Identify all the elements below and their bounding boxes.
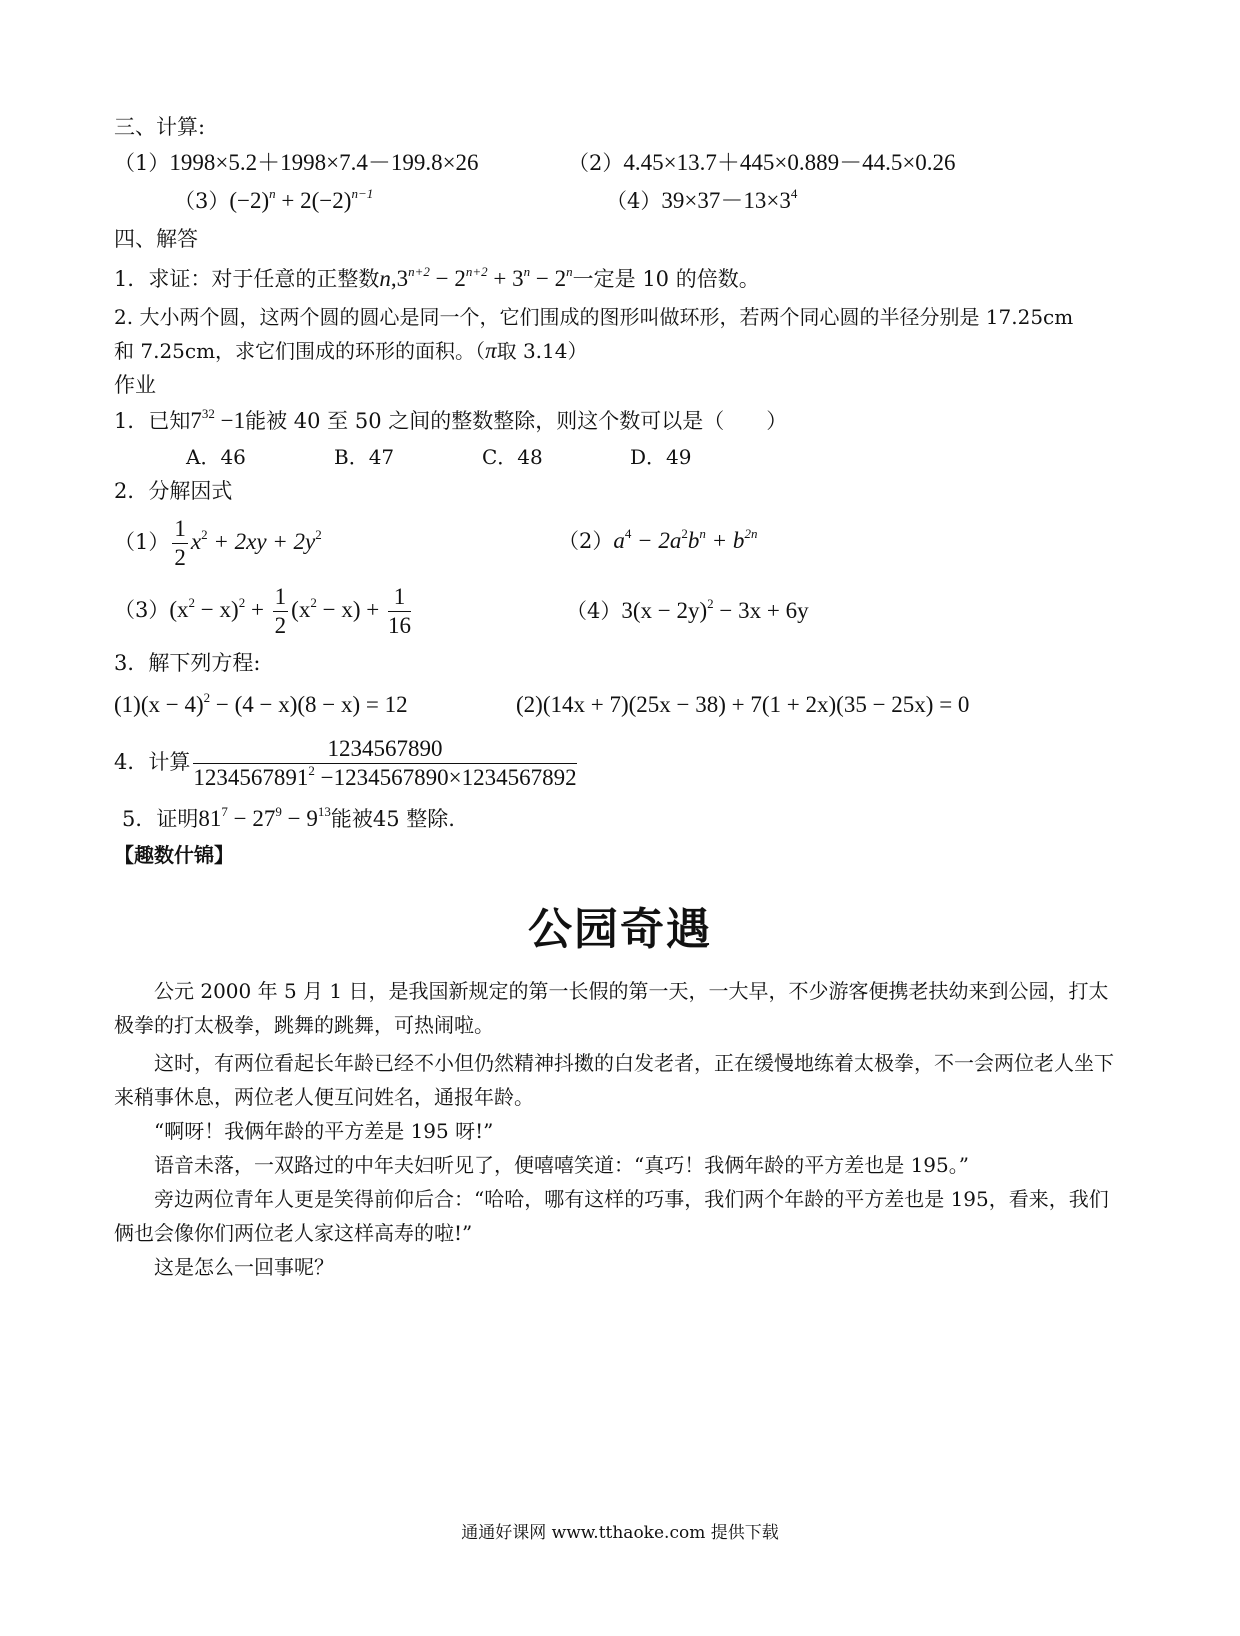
hw-factor-2-c: b xyxy=(687,528,700,553)
solve-q1-term-3: + 3 xyxy=(487,266,524,291)
hw-equation-1-label: (1) xyxy=(114,692,141,717)
hw-equation-2 xyxy=(516,690,969,720)
hw-factor-3-plus: + xyxy=(245,597,270,622)
hw-q1-minus-one: −1 xyxy=(214,408,246,433)
calc-problem-3-exp-1: n xyxy=(269,186,276,201)
hw-factor-3-den-1: 2 xyxy=(274,613,287,638)
solve-q1-exp-3: n xyxy=(523,264,531,279)
calc-problem-4 xyxy=(606,186,797,216)
hw-factor-3-label: （3） xyxy=(114,598,170,622)
hw-q1-option-a: A．46 xyxy=(186,445,246,469)
homework-question-1 xyxy=(114,406,787,436)
hw-factor-2-label: （2） xyxy=(558,529,614,553)
solve-question-2-line-2 xyxy=(114,336,587,366)
hw-question-5 xyxy=(122,804,455,834)
hw-q1-prefix: 1．已知 xyxy=(114,409,191,433)
hw-factor-2 xyxy=(558,526,757,556)
hw-q5-exp-1: 7 xyxy=(221,804,228,819)
solve-q1-n: n xyxy=(379,266,391,291)
hw-factor-3-exp-2: 2 xyxy=(238,595,246,610)
hw-q4-numerator: 1234567890 xyxy=(193,735,576,764)
hw-factor-3-fraction-2 xyxy=(388,583,411,640)
hw-factor-2-exp-2: 2 xyxy=(681,526,688,541)
solve-q2-text-b: 取 3.14） xyxy=(496,339,588,363)
hw-q1-option-d: D．49 xyxy=(630,445,692,469)
hw-factor-1-numerator: 1 xyxy=(172,515,188,544)
solve-question-2-line-1: 2. 大小两个圆，这两个圆的圆心是同一个，它们围成的图形叫做环形，若两个同心圆的半径分别是 17.25cm xyxy=(114,305,1074,329)
story-paragraph-3: “啊呀！我俩年龄的平方差是 195 呀!” xyxy=(154,1119,494,1143)
solve-q1-exp-2: n+2 xyxy=(465,264,488,279)
hw-factor-2-a: a xyxy=(613,528,625,553)
hw-factor-3-d: − x) + xyxy=(316,597,385,622)
hw-q5-exp-3: 13 xyxy=(317,804,331,819)
hw-factor-3-den-2: 16 xyxy=(387,613,411,638)
hw-factor-4 xyxy=(566,596,809,626)
hw-q4-den-a: 1234567891 xyxy=(193,765,309,790)
hw-factor-2-exp-4: 2n xyxy=(744,526,758,541)
calc-problem-3-part-b: + 2(−2) xyxy=(275,188,352,213)
hw-q3-heading: 3．解下列方程: xyxy=(114,651,261,675)
hw-factor-4-b: − 3x + 6y xyxy=(713,598,809,623)
hw-factor-3-fraction-1 xyxy=(273,583,289,640)
calc-problem-2-label: （2） xyxy=(568,151,624,175)
hw-q2-heading: 2．分解因式 xyxy=(114,479,233,503)
hw-equation-2-label: (2) xyxy=(516,692,543,717)
hw-factor-4-exp: 2 xyxy=(707,596,714,611)
hw-q5-suffix: 能被45 整除. xyxy=(330,807,455,831)
hw-q5-prefix: 5．证明 xyxy=(122,807,199,831)
solve-q1-suffix: 一定是 10 的倍数。 xyxy=(572,267,760,291)
hw-factor-3-exp-3: 2 xyxy=(310,595,317,610)
hw-factor-1-x: x xyxy=(190,529,202,554)
calc-problem-3-exp-2: n−1 xyxy=(351,186,374,201)
solve-q1-exp-1: n+2 xyxy=(408,264,430,279)
hw-factor-3 xyxy=(114,580,414,640)
hw-factor-2-b: − 2a xyxy=(631,528,682,553)
hw-equation-2-expr: (14x + 7)(25x − 38) + 7(1 + 2x)(35 − 25x) = 0 xyxy=(542,692,970,717)
calc-problem-4-expr: 39×37－13×3 xyxy=(661,188,791,213)
story-paragraph-1: 公元 2000 年 5 月 1 日，是我国新规定的第一长假的第一天，一大早，不少游客便携老扶幼来到公园，打太极拳的打太极拳，跳舞的跳舞，可热闹啦。 xyxy=(114,979,1109,1037)
hw-q4-den-exp: 2 xyxy=(308,763,315,778)
hw-q4-den-b: −1234567890×1234567892 xyxy=(314,765,577,790)
calc-problem-3-label: （3） xyxy=(174,189,230,213)
hw-q5-b: − 27 xyxy=(227,806,276,831)
page-footer: 通通好课网 www.tthaoke.com 提供下载 xyxy=(461,1523,779,1543)
solve-q2-pi: π xyxy=(485,338,497,363)
hw-equation-1-a: (x − 4) xyxy=(140,692,204,717)
hw-factor-1 xyxy=(114,512,322,572)
hw-factor-1-denominator: 2 xyxy=(174,545,186,570)
hw-q1-options xyxy=(186,442,778,472)
calc-problem-1 xyxy=(114,148,479,178)
hw-factor-1-rest: + 2xy + 2y xyxy=(207,529,316,554)
hw-q4-prefix: 4．计算 xyxy=(114,750,191,774)
hw-factor-4-a: 3(x − 2y) xyxy=(621,598,708,623)
solve-heading: 四、解答 xyxy=(114,227,198,251)
hw-factor-3-exp-1: 2 xyxy=(188,595,196,610)
hw-factor-2-exp-3: n xyxy=(699,526,706,541)
solve-q1-exp-4: n xyxy=(566,264,573,279)
story-paragraph-2: 这时，有两位看起长年龄已经不小但仍然精神抖擞的白发老者，正在缓慢地练着太极拳，不一会两位老人坐下来稍事休息，两位老人便互问姓名，通报年龄。 xyxy=(114,1051,1114,1109)
hw-factor-3-num-1: 1 xyxy=(273,583,289,612)
calc-problem-1-expr: 1998×5.2＋1998×7.4－199.8×26 xyxy=(169,150,479,175)
hw-question-4 xyxy=(114,732,580,792)
calc-problem-1-label: （1） xyxy=(114,151,170,175)
hw-factor-3-c: (x xyxy=(291,597,311,622)
solve-q1-term-1: ,3 xyxy=(390,266,409,291)
story-paragraph-5: 旁边两位青年人更是笑得前仰后合：“哈哈，哪有这样的巧事，我们两个年龄的平方差也是 195，看来，我们俩也会像你们两位老人家这样高寿的啦!” xyxy=(114,1187,1109,1245)
calc-problem-2 xyxy=(568,148,956,178)
calc-problem-4-exp: 4 xyxy=(790,186,798,201)
hw-equation-1-exp: 2 xyxy=(203,690,211,705)
solve-q1-term-4: − 2 xyxy=(530,266,567,291)
story-paragraph-4: 语音未落，一双路过的中年夫妇听见了，便嘻嘻笑道：“真巧！我俩年龄的平方差也是 195。” xyxy=(154,1153,969,1177)
hw-factor-2-exp-1: 4 xyxy=(624,526,632,541)
hw-q1-base: 7 xyxy=(190,408,202,433)
hw-factor-2-d: + b xyxy=(705,528,745,553)
calc-problem-3-part-a: (−2) xyxy=(229,188,270,213)
hw-factor-3-b: − x) xyxy=(195,597,239,622)
story-title: 公园奇遇 xyxy=(528,904,712,955)
hw-q1-option-b: B．47 xyxy=(334,445,395,469)
hw-equation-1-b: − (4 − x)(8 − x) = 12 xyxy=(210,692,408,717)
hw-factor-1-label: （1） xyxy=(114,530,170,554)
hw-q5-exp-2: 9 xyxy=(275,804,282,819)
fun-section-label: 【趣数什锦】 xyxy=(114,843,234,867)
hw-factor-3-num-2: 1 xyxy=(388,583,411,612)
solve-q2-text-a: 和 7.25cm，求它们围成的环形的面积。（ xyxy=(114,339,486,363)
solve-question-1 xyxy=(114,264,760,294)
solve-q1-prefix: 1．求证：对于任意的正整数 xyxy=(114,267,380,291)
hw-factor-3-a: (x xyxy=(169,597,189,622)
calc-problem-3 xyxy=(174,186,373,216)
hw-q1-exp: 32 xyxy=(201,406,215,421)
calc-problem-4-label: （4） xyxy=(606,189,662,213)
hw-equation-1 xyxy=(114,690,408,720)
hw-factor-1-fraction xyxy=(172,515,188,572)
hw-factor-1-exp-2: 2 xyxy=(315,527,322,542)
story-paragraph-6: 这是怎么一回事呢？ xyxy=(154,1255,334,1279)
hw-q4-fraction xyxy=(193,735,576,792)
hw-q1-suffix: 能被 40 至 50 之间的整数整除，则这个数可以是（ ） xyxy=(245,409,788,433)
hw-q1-option-c: C．48 xyxy=(482,445,543,469)
hw-factor-1-exp-1: 2 xyxy=(201,527,208,542)
homework-heading: 作业 xyxy=(114,373,156,397)
solve-q1-term-2: − 2 xyxy=(429,266,466,291)
hw-factor-4-label: （4） xyxy=(566,599,622,623)
hw-q5-a: 81 xyxy=(198,806,222,831)
hw-q4-denominator xyxy=(193,764,576,792)
calc-heading: 三、计算: xyxy=(114,115,206,139)
hw-q5-c: − 9 xyxy=(281,806,318,831)
calc-problem-2-expr: 4.45×13.7＋445×0.889－44.5×0.26 xyxy=(623,150,956,175)
